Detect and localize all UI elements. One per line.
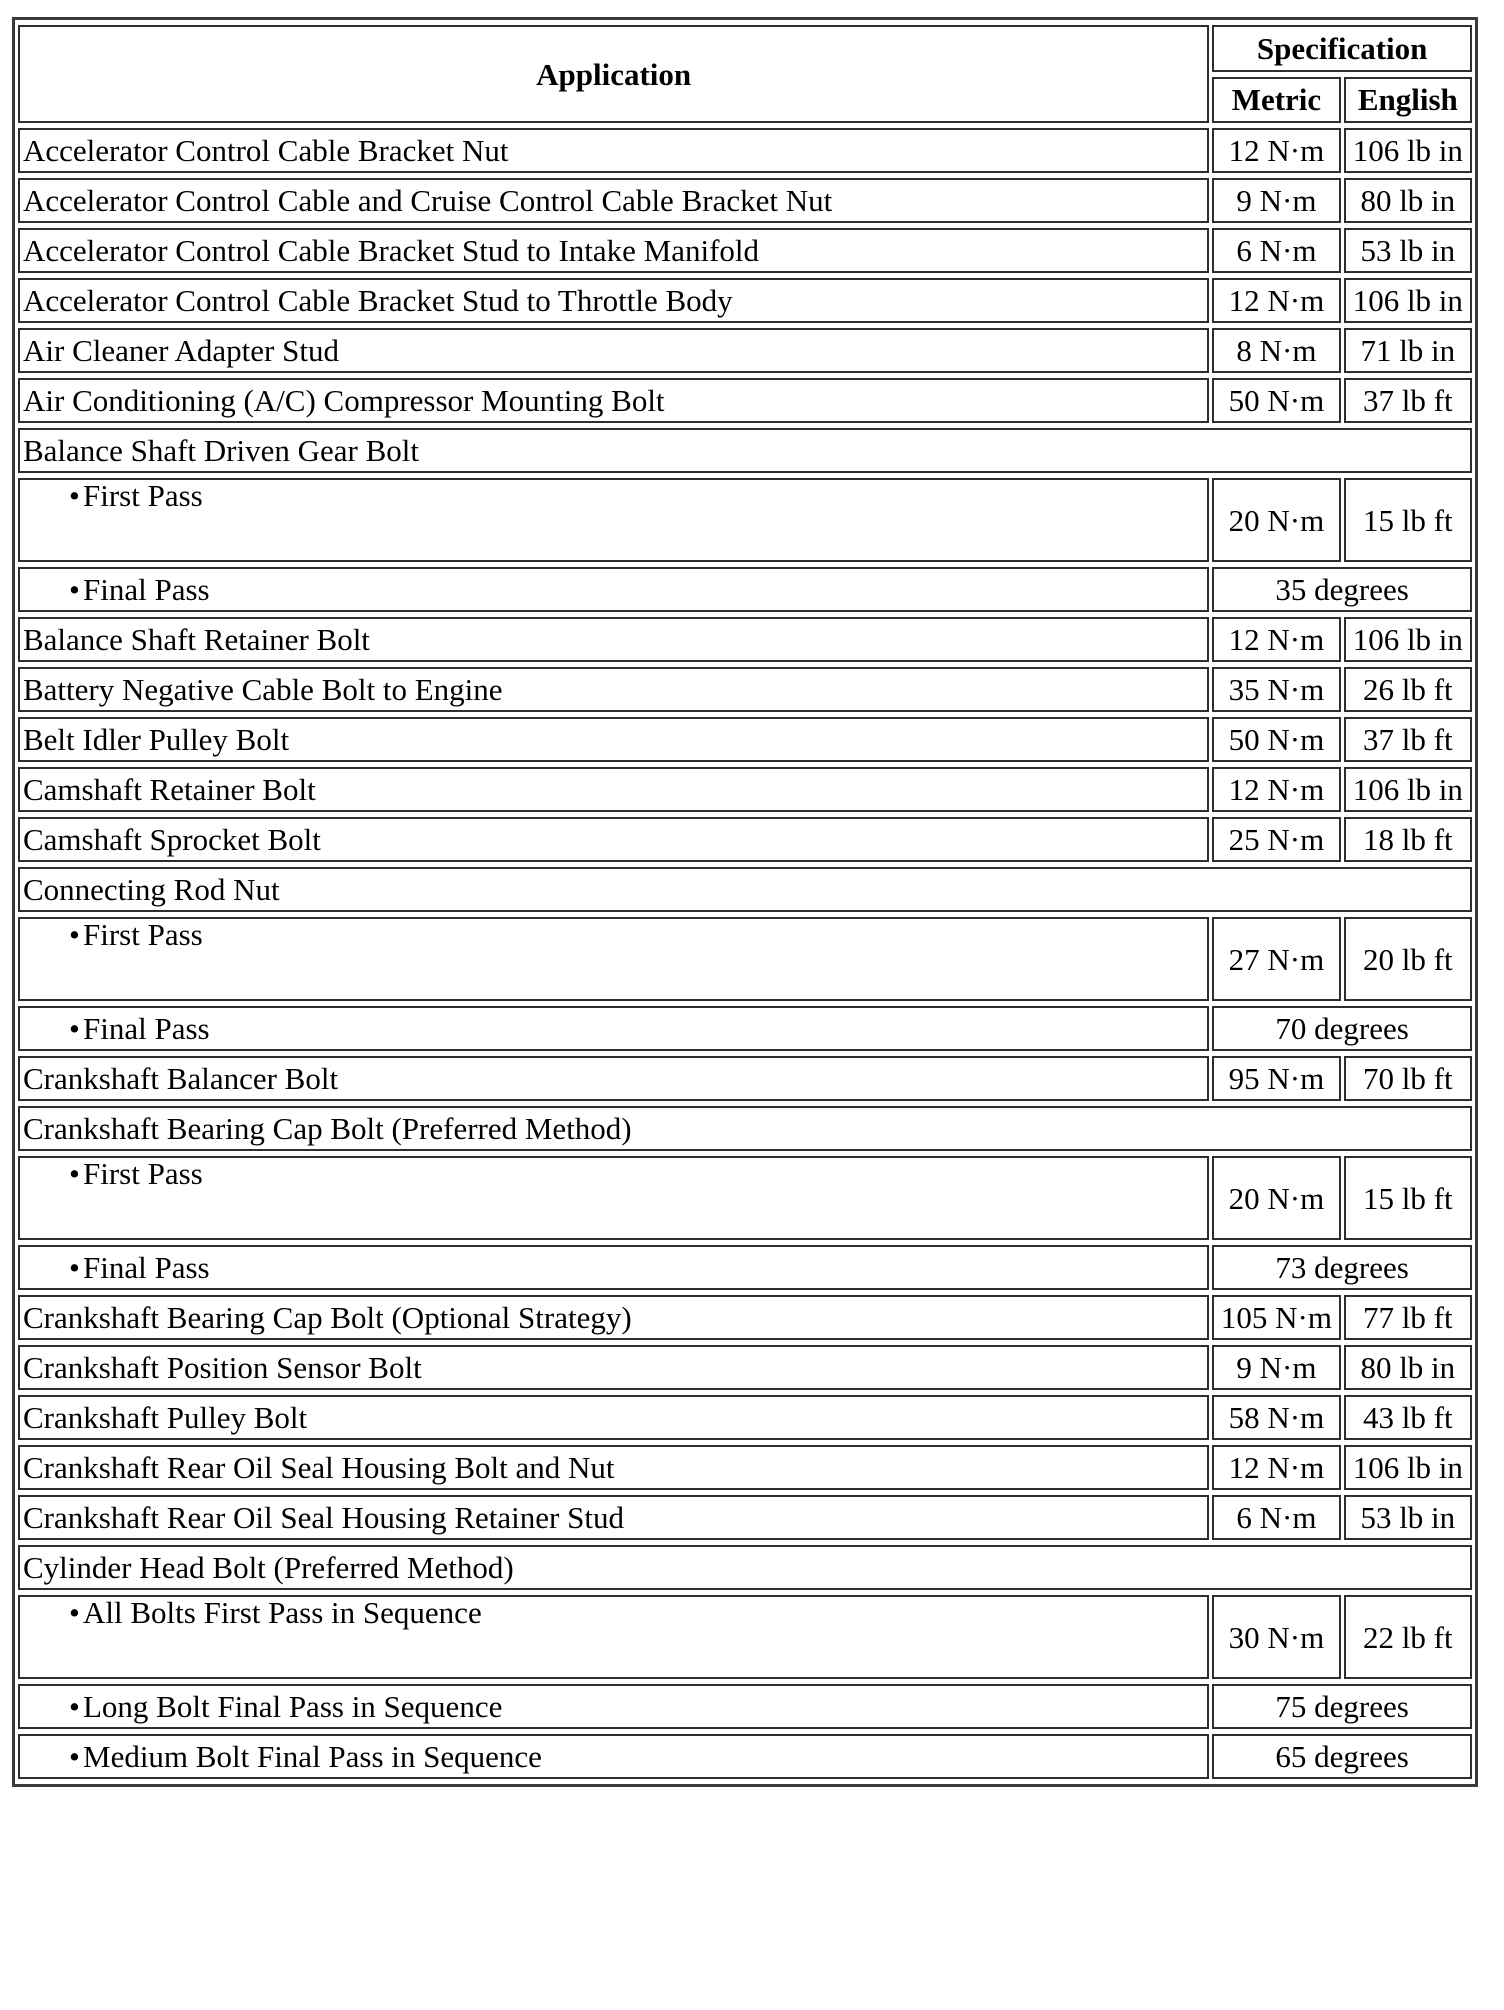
application-cell: Camshaft Retainer Bolt: [18, 767, 1209, 812]
english-value: 80 lb in: [1344, 1345, 1472, 1390]
english-value: 15 lb ft: [1344, 1156, 1472, 1240]
application-cell: [18, 917, 1209, 1001]
metric-header: Metric: [1212, 77, 1340, 124]
application-cell: [18, 1245, 1209, 1290]
application-cell: Crankshaft Bearing Cap Bolt (Optional Strategy): [18, 1295, 1209, 1340]
application-cell: Camshaft Sprocket Bolt: [18, 817, 1209, 862]
step-label: Medium Bolt Final Pass in Sequence: [83, 1739, 542, 1774]
table-row: [18, 278, 1472, 323]
angle-value: 75 degrees: [1212, 1684, 1472, 1729]
english-value: 37 lb ft: [1344, 378, 1472, 423]
application-cell: Accelerator Control Cable and Cruise Control Cable Bracket Nut: [18, 178, 1209, 223]
angle-value: 65 degrees: [1212, 1734, 1472, 1779]
application-header: Application: [18, 25, 1209, 123]
metric-value: 20 N·m: [1212, 478, 1340, 562]
table-row: [18, 717, 1472, 762]
step-label: Final Pass: [83, 1011, 210, 1046]
section-heading: Crankshaft Bearing Cap Bolt (Preferred Method): [18, 1106, 1472, 1151]
specification-header: Specification: [1212, 25, 1472, 72]
table-row: [18, 1595, 1472, 1679]
application-cell: [18, 1734, 1209, 1779]
english-value: 53 lb in: [1344, 1495, 1472, 1540]
english-value: 22 lb ft: [1344, 1595, 1472, 1679]
section-heading: Connecting Rod Nut: [18, 867, 1472, 912]
step-label: Long Bolt Final Pass in Sequence: [83, 1689, 503, 1724]
metric-value: 50 N·m: [1212, 378, 1340, 423]
metric-value: 8 N·m: [1212, 328, 1340, 373]
table-row: [18, 128, 1472, 173]
english-value: 15 lb ft: [1344, 478, 1472, 562]
table-row: [18, 1734, 1472, 1779]
english-header: English: [1344, 77, 1472, 124]
bullet-icon: •: [69, 572, 80, 607]
english-value: 71 lb in: [1344, 328, 1472, 373]
metric-value: 30 N·m: [1212, 1595, 1340, 1679]
section-heading: Cylinder Head Bolt (Preferred Method): [18, 1545, 1472, 1590]
table-row: [18, 328, 1472, 373]
table-row: [18, 1106, 1472, 1151]
application-cell: Crankshaft Rear Oil Seal Housing Retainer Stud: [18, 1495, 1209, 1540]
table-row: [18, 228, 1472, 273]
english-value: 20 lb ft: [1344, 917, 1472, 1001]
section-heading: Balance Shaft Driven Gear Bolt: [18, 428, 1472, 473]
table-row: [18, 1056, 1472, 1101]
spec-table-body: [18, 128, 1472, 1779]
application-cell: [18, 1595, 1209, 1679]
bullet-icon: •: [69, 1595, 80, 1630]
english-value: 80 lb in: [1344, 178, 1472, 223]
english-value: 37 lb ft: [1344, 717, 1472, 762]
application-cell: [18, 567, 1209, 612]
table-row: [18, 917, 1472, 1001]
table-row: [18, 1545, 1472, 1590]
metric-value: 35 N·m: [1212, 667, 1340, 712]
application-cell: [18, 478, 1209, 562]
table-row: [18, 1345, 1472, 1390]
step-label: Final Pass: [83, 1250, 210, 1285]
application-cell: Crankshaft Position Sensor Bolt: [18, 1345, 1209, 1390]
english-value: 43 lb ft: [1344, 1395, 1472, 1440]
metric-value: 6 N·m: [1212, 228, 1340, 273]
application-cell: [18, 1006, 1209, 1051]
metric-value: 12 N·m: [1212, 767, 1340, 812]
application-cell: Belt Idler Pulley Bolt: [18, 717, 1209, 762]
metric-value: 9 N·m: [1212, 178, 1340, 223]
metric-value: 50 N·m: [1212, 717, 1340, 762]
table-row: [18, 428, 1472, 473]
english-value: 106 lb in: [1344, 617, 1472, 662]
metric-value: 20 N·m: [1212, 1156, 1340, 1240]
metric-value: 25 N·m: [1212, 817, 1340, 862]
metric-value: 12 N·m: [1212, 128, 1340, 173]
english-value: 77 lb ft: [1344, 1295, 1472, 1340]
english-value: 106 lb in: [1344, 767, 1472, 812]
step-label: All Bolts First Pass in Sequence: [83, 1595, 482, 1630]
english-value: 106 lb in: [1344, 278, 1472, 323]
metric-value: 12 N·m: [1212, 278, 1340, 323]
metric-value: 27 N·m: [1212, 917, 1340, 1001]
metric-value: 6 N·m: [1212, 1495, 1340, 1540]
angle-value: 73 degrees: [1212, 1245, 1472, 1290]
table-row: [18, 1684, 1472, 1729]
application-cell: Accelerator Control Cable Bracket Stud to Intake Manifold: [18, 228, 1209, 273]
application-cell: Air Cleaner Adapter Stud: [18, 328, 1209, 373]
application-cell: Crankshaft Pulley Bolt: [18, 1395, 1209, 1440]
english-value: 106 lb in: [1344, 128, 1472, 173]
application-cell: [18, 1156, 1209, 1240]
bullet-icon: •: [69, 1739, 80, 1774]
metric-value: 12 N·m: [1212, 617, 1340, 662]
table-row: [18, 178, 1472, 223]
table-row: [18, 1395, 1472, 1440]
table-row: [18, 1295, 1472, 1340]
step-label: Final Pass: [83, 572, 210, 607]
table-row: [18, 378, 1472, 423]
bullet-icon: •: [69, 478, 80, 513]
table-row: [18, 1006, 1472, 1051]
bullet-icon: •: [69, 1011, 80, 1046]
application-cell: Balance Shaft Retainer Bolt: [18, 617, 1209, 662]
step-label: First Pass: [83, 1156, 203, 1191]
metric-value: 105 N·m: [1212, 1295, 1340, 1340]
angle-value: 35 degrees: [1212, 567, 1472, 612]
english-value: 18 lb ft: [1344, 817, 1472, 862]
english-value: 26 lb ft: [1344, 667, 1472, 712]
metric-value: 95 N·m: [1212, 1056, 1340, 1101]
application-cell: Accelerator Control Cable Bracket Stud to Throttle Body: [18, 278, 1209, 323]
table-row: [18, 567, 1472, 612]
table-row: [18, 617, 1472, 662]
english-value: 53 lb in: [1344, 228, 1472, 273]
table-row: [18, 767, 1472, 812]
torque-spec-table: [12, 17, 1478, 1787]
application-cell: Accelerator Control Cable Bracket Nut: [18, 128, 1209, 173]
table-row: [18, 478, 1472, 562]
english-value: 70 lb ft: [1344, 1056, 1472, 1101]
application-cell: Battery Negative Cable Bolt to Engine: [18, 667, 1209, 712]
table-row: [18, 1495, 1472, 1540]
step-label: First Pass: [83, 478, 203, 513]
application-cell: [18, 1684, 1209, 1729]
bullet-icon: •: [69, 1250, 80, 1285]
table-row: [18, 1156, 1472, 1240]
angle-value: 70 degrees: [1212, 1006, 1472, 1051]
metric-value: 58 N·m: [1212, 1395, 1340, 1440]
metric-value: 9 N·m: [1212, 1345, 1340, 1390]
bullet-icon: •: [69, 1156, 80, 1191]
application-cell: Crankshaft Rear Oil Seal Housing Bolt and Nut: [18, 1445, 1209, 1490]
table-row: [18, 1245, 1472, 1290]
bullet-icon: •: [69, 1689, 80, 1724]
metric-value: 12 N·m: [1212, 1445, 1340, 1490]
table-row: [18, 667, 1472, 712]
application-cell: Crankshaft Balancer Bolt: [18, 1056, 1209, 1101]
bullet-icon: •: [69, 917, 80, 952]
step-label: First Pass: [83, 917, 203, 952]
application-cell: Air Conditioning (A/C) Compressor Mounting Bolt: [18, 378, 1209, 423]
table-row: [18, 817, 1472, 862]
english-value: 106 lb in: [1344, 1445, 1472, 1490]
table-row: [18, 867, 1472, 912]
table-row: [18, 1445, 1472, 1490]
